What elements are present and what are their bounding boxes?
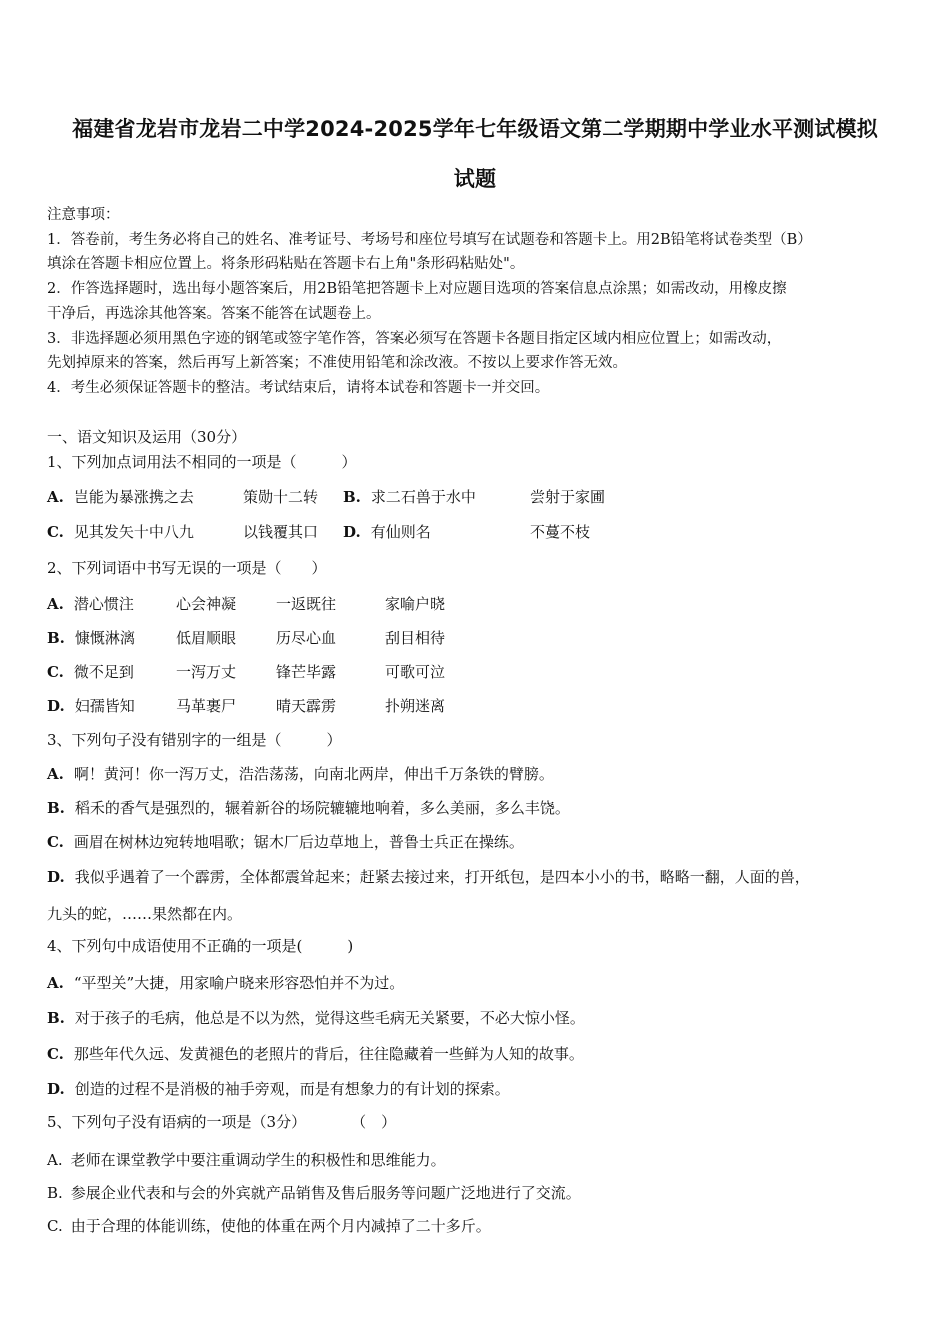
q3-option-b bbox=[47, 797, 570, 818]
option-letter: C. bbox=[47, 1045, 64, 1063]
notice-line: 先划掉原来的答案，然后再写上新答案；不准使用铅笔和涂改液。不按以上要求作答无效。 bbox=[47, 355, 627, 371]
option-letter: A. bbox=[47, 1151, 63, 1169]
option-word: 慷慨淋漓 bbox=[74, 629, 135, 647]
q3-option-a bbox=[47, 763, 554, 784]
q1-option-c-part2: 以钱覆其口 bbox=[243, 523, 319, 541]
option-letter: A. bbox=[47, 595, 64, 613]
option-word: 锋芒毕露 bbox=[276, 663, 337, 681]
q2-option-d bbox=[47, 695, 135, 716]
option-letter: B. bbox=[47, 1184, 63, 1202]
option-letter: C. bbox=[47, 833, 64, 851]
option-letter: B. bbox=[47, 799, 65, 817]
option-letter: A. bbox=[47, 488, 64, 506]
option-word: 马革裹尸 bbox=[176, 697, 237, 715]
q4-option-b bbox=[47, 1007, 585, 1028]
option-part: 求二石兽于水中 bbox=[370, 488, 476, 506]
option-letter: D. bbox=[47, 1080, 65, 1098]
option-text: 那些年代久远、发黄褪色的老照片的背后，往往隐藏着一些鲜为人知的故事。 bbox=[73, 1045, 584, 1063]
option-letter: A. bbox=[47, 765, 64, 783]
option-word: 晴天霹雳 bbox=[276, 697, 337, 715]
exam-title-line2: 试题 bbox=[453, 167, 497, 191]
option-text: 我似乎遇着了一个霹雳，全体都震耸起来；赶紧去接过来，打开纸包，是四本小小的书，略略一翻，人面的兽， bbox=[74, 868, 810, 886]
q5-option-a bbox=[47, 1149, 446, 1170]
question-2-stem: 2、下列词语中书写无误的一项是（ ） bbox=[47, 559, 327, 577]
q1-option-b bbox=[343, 486, 476, 507]
option-word: 一泻万丈 bbox=[176, 663, 237, 681]
q3-option-d-cont: 九头的蛇，……果然都在内。 bbox=[47, 905, 243, 923]
question-4-stem: 4、下列句中成语使用不正确的一项是( ) bbox=[47, 937, 354, 955]
option-text: 画眉在树林边宛转地唱歌；锯木厂后边草地上，普鲁士兵正在操练。 bbox=[73, 833, 524, 851]
option-word: 妇孺皆知 bbox=[74, 697, 135, 715]
q4-option-c bbox=[47, 1043, 584, 1064]
option-text: 啊！黄河！你一泻万丈，浩浩荡荡，向南北两岸，伸出千万条铁的臂膀。 bbox=[73, 765, 554, 783]
q5-option-c bbox=[47, 1215, 491, 1236]
option-letter: C. bbox=[47, 663, 64, 681]
option-letter: D. bbox=[47, 697, 65, 715]
notice-line: 3．非选择题必须用黑色字迹的钢笔或签字笔作答，答案必须写在答题卡各题目指定区域内相应位置上；如需改动， bbox=[47, 331, 782, 347]
section-heading: 一、语文知识及运用（30分） bbox=[47, 428, 247, 446]
notice-line: 2．作答选择题时，选出每小题答案后，用2B铅笔把答题卡上对应题目选项的答案信息点涂黑；如需改动，用橡皮擦 bbox=[47, 281, 787, 297]
option-word: 潜心惯注 bbox=[73, 595, 134, 613]
q1-option-d bbox=[343, 521, 431, 542]
option-letter: C. bbox=[47, 523, 64, 541]
notice-line: 填涂在答题卡相应位置上。将条形码粘贴在答题卡右上角"条形码粘贴处"。 bbox=[47, 256, 525, 272]
option-text: 稻禾的香气是强烈的，辗着新谷的场院辘辘地响着，多么美丽，多么丰饶。 bbox=[74, 799, 570, 817]
q2-option-b bbox=[47, 627, 135, 648]
option-part: 有仙则名 bbox=[370, 523, 431, 541]
option-word: 低眉顺眼 bbox=[176, 629, 237, 647]
option-text: 创造的过程不是消极的袖手旁观，而是有想象力的有计划的探索。 bbox=[74, 1080, 510, 1098]
option-letter: D. bbox=[47, 868, 65, 886]
q4-option-d bbox=[47, 1078, 510, 1099]
option-word: 扑朔迷离 bbox=[385, 697, 446, 715]
option-letter: B. bbox=[47, 629, 65, 647]
notice-line: 4．考生必须保证答题卡的整洁。考试结束后，请将本试卷和答题卡一并交回。 bbox=[47, 380, 550, 396]
option-text: 参展企业代表和与会的外宾就产品销售及售后服务等问题广泛地进行了交流。 bbox=[70, 1184, 581, 1202]
q3-option-c bbox=[47, 831, 524, 852]
option-text: 老师在课堂教学中要注重调动学生的积极性和思维能力。 bbox=[70, 1151, 446, 1169]
notice-line: 干净后，再选涂其他答案。答案不能答在试题卷上。 bbox=[47, 306, 381, 322]
option-word: 一返既往 bbox=[276, 595, 337, 613]
option-text: “平型关”大捷，用家喻户晓来形容恐怕并不为过。 bbox=[73, 974, 405, 992]
q1-option-b-part2: 尝射于家圃 bbox=[530, 488, 606, 506]
exam-title-line1: 福建省龙岩市龙岩二中学2024-2025学年七年级语文第二学期期中学业水平测试模拟 bbox=[72, 117, 878, 141]
q1-option-a bbox=[47, 486, 194, 507]
q1-option-a-part2: 策勋十二转 bbox=[243, 488, 319, 506]
q5-option-b bbox=[47, 1182, 581, 1203]
option-word: 历尽心血 bbox=[276, 629, 337, 647]
q2-option-a bbox=[47, 593, 134, 614]
option-letter: A. bbox=[47, 974, 64, 992]
option-letter: B. bbox=[47, 1009, 65, 1027]
q1-option-d-part2: 不蔓不枝 bbox=[530, 523, 591, 541]
question-3-stem: 3、下列句子没有错别字的一组是（ ） bbox=[47, 731, 342, 749]
q4-option-a bbox=[47, 972, 404, 993]
notice-heading: 注意事项： bbox=[47, 207, 120, 223]
question-1-stem: 1、下列加点词用法不相同的一项是（ ） bbox=[47, 453, 357, 471]
option-text: 对于孩子的毛病，他总是不以为然，觉得这些毛病无关紧要，不必大惊小怪。 bbox=[74, 1009, 585, 1027]
option-word: 心会神凝 bbox=[176, 595, 237, 613]
question-5-stem: 5、下列句子没有语病的一项是（3分） （ ） bbox=[47, 1113, 397, 1131]
option-part: 见其发矢十中八九 bbox=[73, 523, 194, 541]
q1-option-c bbox=[47, 521, 194, 542]
option-word: 家喻户晓 bbox=[385, 595, 446, 613]
q2-option-c bbox=[47, 661, 134, 682]
notice-line: 1．答卷前，考生务必将自己的姓名、准考证号、考场号和座位号填写在试题卷和答题卡上。用2B铅笔将试卷类型（B） bbox=[47, 232, 812, 248]
option-word: 可歌可泣 bbox=[385, 663, 446, 681]
option-text: 由于合理的体能训练，使他的体重在两个月内减掉了二十多斤。 bbox=[70, 1217, 491, 1235]
option-word: 刮目相待 bbox=[385, 629, 446, 647]
option-letter: B. bbox=[343, 488, 361, 506]
option-letter: D. bbox=[343, 523, 361, 541]
q3-option-d bbox=[47, 866, 903, 887]
option-letter: C. bbox=[47, 1217, 63, 1235]
option-part: 岂能为暴涨携之去 bbox=[73, 488, 194, 506]
option-word: 微不足到 bbox=[73, 663, 134, 681]
